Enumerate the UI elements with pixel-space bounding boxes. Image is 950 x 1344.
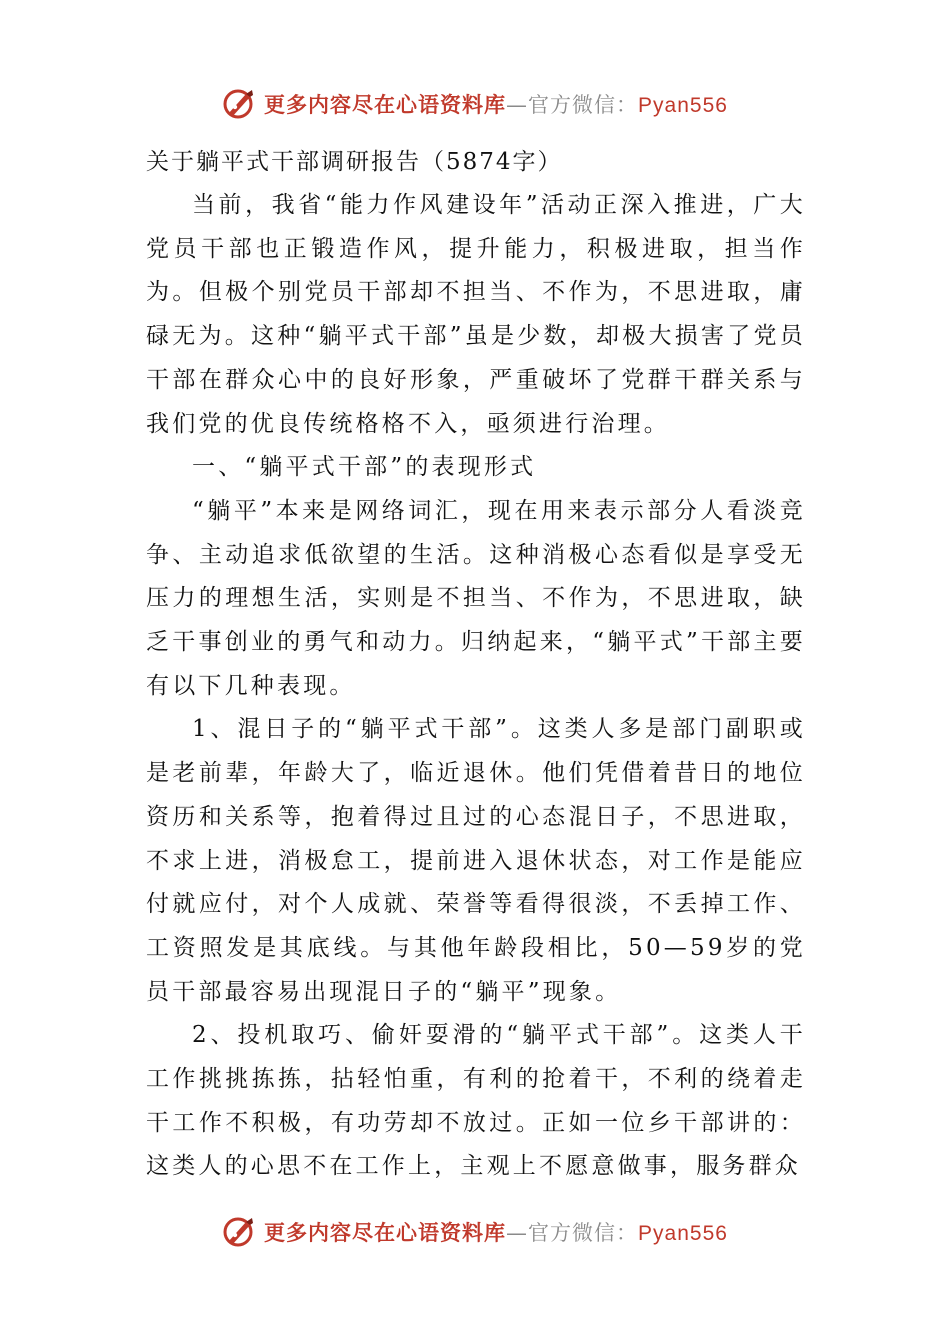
- watermark-main: 更多内容尽在心语资料库: [264, 1221, 507, 1245]
- watermark-id: Pyan556: [638, 94, 728, 117]
- footer-watermark: [0, 1212, 950, 1252]
- watermark-dash: —: [506, 93, 529, 117]
- pen-circle-logo-icon: [222, 87, 256, 121]
- watermark-dash: —: [506, 1221, 529, 1245]
- paragraph-point-1: 1、混日子的“躺平式干部”。这类人多是部门副职或是老前辈，年龄大了，临近退休。他们凭借着昔日的地位资历和关系等，抱着得过且过的心态混日子，不思进取，不求上进，消极怠工，提前进入退休状态，对工作是能应付就应付，对个人成就、荣誉等看得很淡，不丢掉工作、工资照发是其底线。与其他年龄段相比，50—59岁的党员干部最容易出现混日子的“躺平”现象。: [146, 716, 806, 1005]
- watermark-text: [264, 89, 728, 119]
- watermark-id: Pyan556: [638, 1222, 728, 1245]
- paragraph-definition: “躺平”本来是网络词汇，现在用来表示部分人看淡竞争、主动追求低欲望的生活。这种消极心态看似是享受无压力的理想生活，实则是不担当、不作为，不思进取，缺乏干事创业的勇气和动力。归纳起来，“躺平式”干部主要有以下几种表现。: [146, 497, 806, 699]
- watermark-sub: 官方微信：: [528, 1221, 639, 1245]
- header-watermark: [0, 84, 950, 124]
- document-body: [146, 140, 806, 1189]
- paragraph-point-2: 2、投机取巧、偷奸耍滑的“躺平式干部”。这类人干工作挑挑拣拣，拈轻怕重，有利的抢着干，不利的绕着走干工作不积极，有功劳却不放过。正如一位乡干部讲的：这类人的心思不在工作上，主观上不愿意做事，服务群众: [146, 1022, 806, 1180]
- pen-circle-logo-icon: [222, 1215, 256, 1249]
- paragraph-intro: 当前，我省“能力作风建设年”活动正深入推进，广大党员干部也正锻造作风，提升能力，积极进取，担当作为。但极个别党员干部却不担当、不作为，不思进取，庸碌无为。这种“躺平式干部”虽是少数，却极大损害了党员干部在群众心中的良好形象，严重破坏了党群干群关系与我们党的优良传统格格不入，亟须进行治理。: [146, 192, 806, 437]
- watermark-sub: 官方微信：: [528, 93, 639, 117]
- watermark-main: 更多内容尽在心语资料库: [264, 93, 507, 117]
- section-heading: 一、“躺平式干部”的表现形式: [192, 454, 537, 481]
- watermark-text: [264, 1217, 728, 1247]
- document-title: 关于躺平式干部调研报告（5874字）: [146, 149, 563, 175]
